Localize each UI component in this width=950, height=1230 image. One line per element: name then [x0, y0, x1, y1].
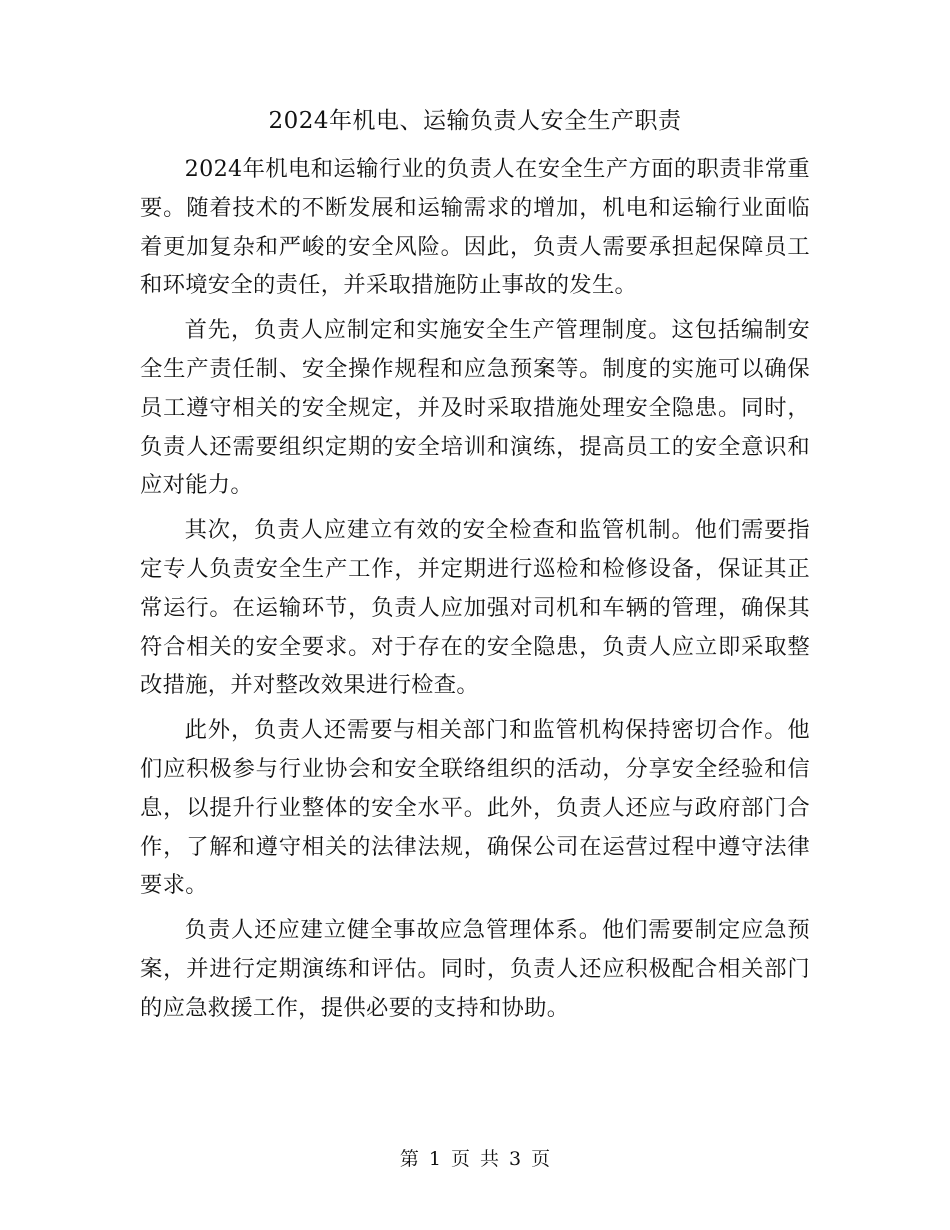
paragraph-5: 负责人还应建立健全事故应急管理体系。他们需要制定应急预案，并进行定期演练和评估。同时，负责人还应积极配合相关部门的应急救援工作，提供必要的支持和协助。 [140, 917, 810, 1021]
document-title: 2024年机电、运输负责人安全生产职责 [268, 108, 682, 134]
page-number-footer: 第 1 页 共 3 页 [399, 1148, 551, 1170]
paragraph-2: 首先，负责人应制定和实施安全生产管理制度。这包括编制安全生产责任制、安全操作规程和应急预案等。制度的实施可以确保员工遵守相关的安全规定，并及时采取措施处理安全隐患。同时，负责人还需要组织定期的安全培训和演练，提高员工的安全意识和应对能力。 [140, 317, 810, 499]
paragraph-1: 2024年机电和运输行业的负责人在安全生产方面的职责非常重要。随着技术的不断发展和运输需求的增加，机电和运输行业面临着更加复杂和严峻的安全风险。因此，负责人需要承担起保障员工和环境安全的责任，并采取措施防止事故的发生。 [140, 156, 810, 299]
paragraph-3: 其次，负责人应建立有效的安全检查和监管机制。他们需要指定专人负责安全生产工作，并定期进行巡检和检修设备，保证其正常运行。在运输环节，负责人应加强对司机和车辆的管理，确保其符合相关的安全要求。对于存在的安全隐患，负责人应立即采取整改措施，并对整改效果进行检查。 [140, 517, 810, 699]
document-body [140, 150, 810, 1034]
paragraph-4: 此外，负责人还需要与相关部门和监管机构保持密切合作。他们应积极参与行业协会和安全联络组织的活动，分享安全经验和信息，以提升行业整体的安全水平。此外，负责人还应与政府部门合作，了解和遵守相关的法律法规，确保公司在运营过程中遵守法律要求。 [140, 717, 810, 899]
